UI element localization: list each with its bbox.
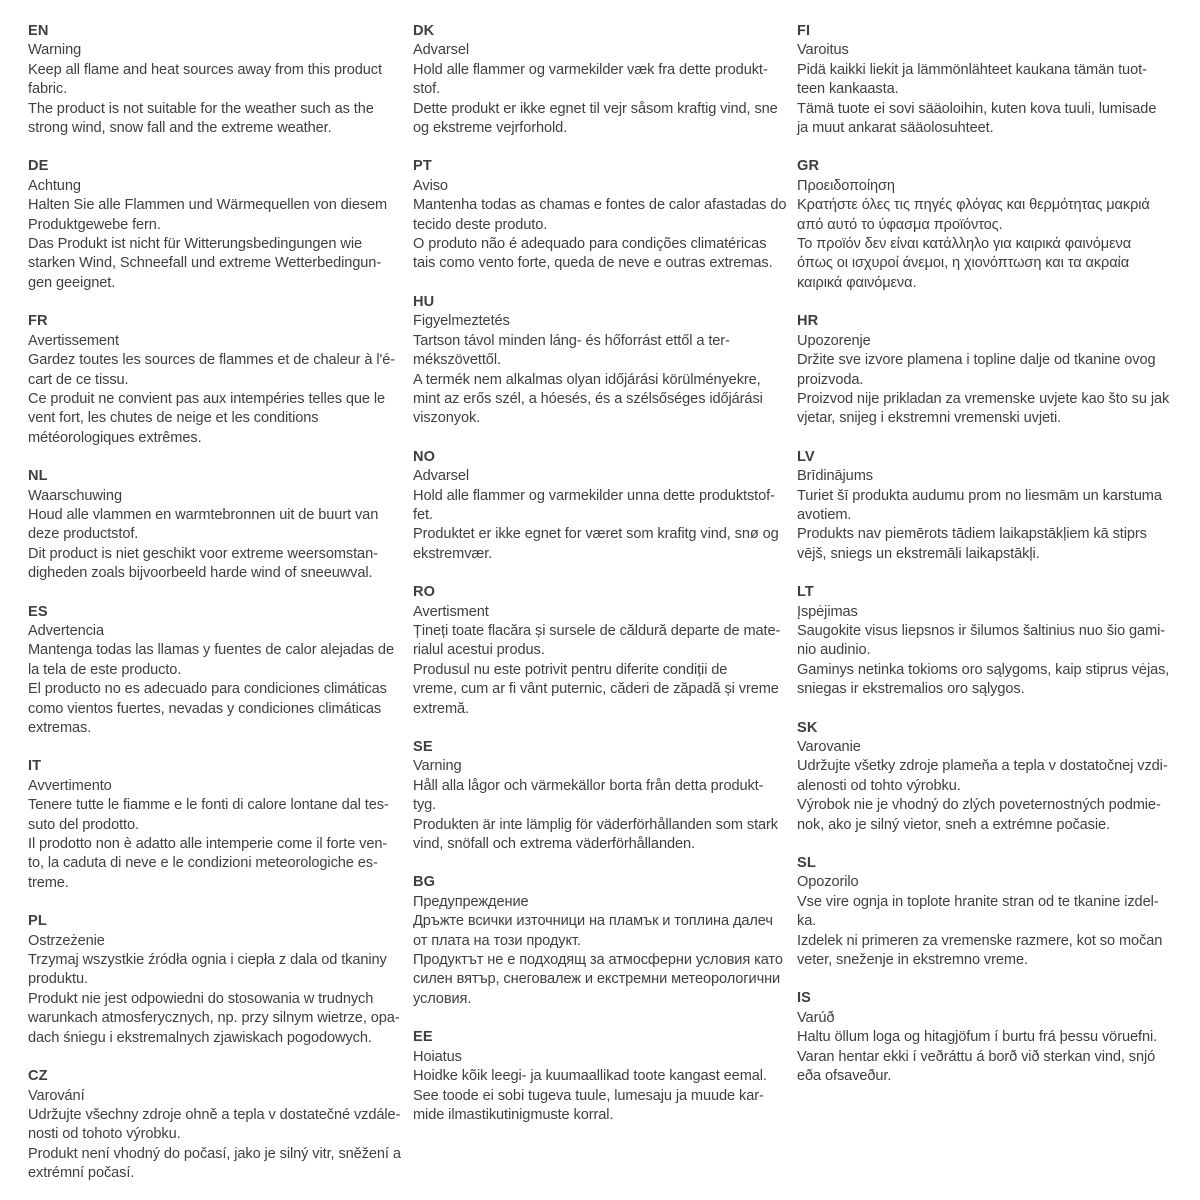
body-line: tais como vento forte, queda de neve e outras extremas.: [413, 255, 773, 272]
language-section-sk: [797, 719, 1175, 835]
language-section-bg: [413, 873, 791, 1009]
language-section-lt: [797, 583, 1175, 699]
language-section-de: [28, 157, 406, 293]
language-code: LV: [797, 448, 815, 465]
warning-title: Varování: [28, 1087, 85, 1104]
warning-title: Varning: [413, 758, 462, 775]
body-line: Håll alla lågor och värmekällor borta från detta produkt-: [413, 777, 764, 794]
body-line: teen kankaasta.: [797, 81, 899, 98]
body-line: Produktet er ikke egnet for været som krafitg vind, snø og: [413, 526, 779, 543]
body-line: ekstremvær.: [413, 545, 493, 562]
body-line: Produktgewebe fern.: [28, 216, 161, 233]
warning-title: Avvertimento: [28, 777, 112, 794]
language-section-dk: [413, 22, 791, 138]
warning-title: Предупреждение: [413, 893, 529, 910]
language-code: FI: [797, 23, 811, 39]
body-line: Dit product is niet geschikt voor extreme weersomstan-: [28, 545, 378, 562]
language-code: IT: [28, 758, 42, 775]
body-line: produktu.: [28, 971, 88, 988]
language-section-ro: [413, 583, 791, 719]
body-line: Udržujte všetky zdroje plameňa a tepla v dostatočnej vzdi-: [797, 758, 1168, 775]
body-line: vind, snöfall och extrema väderförhållanden.: [413, 836, 695, 853]
language-section-fr: [28, 312, 406, 448]
body-line: rialul acestui produs.: [413, 642, 545, 659]
body-line: Hold alle flammer og varmekilder unna dette produktstof-: [413, 487, 775, 504]
body-line: to, la caduta di neve e le condizioni meteorologiche es-: [28, 855, 378, 872]
language-section-is: [797, 989, 1175, 1086]
language-section-hr: [797, 312, 1175, 428]
language-code: NL: [28, 468, 48, 485]
language-code: DE: [28, 158, 49, 175]
body-line: como vientos fuertes, nevadas y condiciones climáticas: [28, 700, 382, 717]
body-line: See toode ei sobi tugeva tuule, lumesaju ja muude kar-: [413, 1087, 764, 1104]
body-line: Halten Sie alle Flammen und Wärmequellen von diesem: [28, 197, 388, 214]
language-code: NO: [413, 448, 436, 465]
body-line: mide ilmastikutinigmuste korral.: [413, 1106, 614, 1123]
body-line: proizvoda.: [797, 371, 864, 388]
body-line: stof.: [413, 81, 441, 98]
language-code: EE: [413, 1029, 433, 1046]
body-line: Tenere tutte le fiamme e le fonti di calore lontane dal tes-: [28, 797, 389, 814]
body-line: strong wind, snow fall and the extreme weather.: [28, 120, 332, 137]
body-line: mékszövettől.: [413, 352, 501, 369]
language-code: PT: [413, 158, 432, 175]
body-line: Produkten är inte lämplig för väderförhållanden som stark: [413, 816, 779, 833]
body-line: Výrobok nie je vhodný do zlých poveternostných podmie-: [797, 797, 1161, 814]
body-line: vējš, sniegs un ekstremāli laikapstākļi.: [797, 545, 1040, 562]
body-line: tecido deste produto.: [413, 216, 548, 233]
body-line: Țineți toate flacăra și sursele de căldură departe de mate-: [413, 622, 781, 639]
body-line: Udržujte všechny zdroje ohně a tepla v dostatečné vzdále-: [28, 1106, 401, 1123]
language-code: ES: [28, 603, 48, 620]
language-code: CZ: [28, 1068, 48, 1085]
body-line: Houd alle vlammen en warmtebronnen uit de buurt van: [28, 506, 379, 523]
language-section-gr: [797, 157, 1175, 293]
body-line: El producto no es adecuado para condiciones climáticas: [28, 681, 387, 698]
body-line: Produkt není vhodný do počasí, jako je silný vitr, sněžení a: [28, 1145, 401, 1162]
language-code: FR: [28, 313, 48, 330]
body-line: vent fort, les chutes de neige et les conditions: [28, 410, 319, 427]
warning-title: Įspėjimas: [797, 603, 858, 620]
language-code: GR: [797, 158, 820, 175]
body-line: la tela de este producto.: [28, 661, 182, 678]
column-3: [797, 22, 1175, 1106]
language-section-ee: [413, 1028, 791, 1125]
language-code: BG: [413, 874, 436, 891]
column-2: [413, 22, 791, 1144]
body-line: gen geeignet.: [28, 274, 116, 291]
body-line: условия.: [413, 990, 472, 1007]
warning-title: Ostrzeżenie: [28, 932, 105, 949]
body-line: Haltu öllum loga og hitagjöfum í burtu frá þessu vöruefni.: [797, 1029, 1158, 1046]
body-line: Saugokite visus liepsnos ir šilumos šaltinius nuo šio gami-: [797, 622, 1166, 639]
body-line: vreme, cum ar fi vânt puternic, căderi de zăpadă și vreme: [413, 681, 779, 698]
body-line: fabric.: [28, 81, 68, 98]
body-line: Trzymaj wszystkie źródła ognia i ciepła z dala od tkaniny: [28, 952, 387, 969]
body-line: avotiem.: [797, 506, 852, 523]
warning-title: Warning: [28, 42, 82, 59]
body-line: viszonyok.: [413, 410, 481, 427]
warning-title: Προειδοποίηση: [797, 177, 895, 194]
body-line: Gardez toutes les sources de flammes et de chaleur à l'é-: [28, 352, 395, 369]
warning-title: Advertencia: [28, 622, 104, 639]
language-code: DK: [413, 23, 435, 39]
language-code: SL: [797, 855, 816, 872]
body-line: Tartson távol minden láng- és hőforrást ettől a ter-: [413, 332, 730, 349]
language-code: LT: [797, 584, 814, 601]
body-line: nosti od tohoto výrobku.: [28, 1126, 181, 1143]
body-line: Varan hentar ekki í veðráttu á borð við sterkan vind, snjó: [797, 1048, 1156, 1065]
warning-title: Brīdinājums: [797, 468, 873, 485]
language-section-en: [28, 22, 406, 138]
language-section-se: [413, 738, 791, 854]
body-line: warunkach atmosferycznych, np. przy silnym wietrze, opa-: [28, 1010, 400, 1027]
body-line: Ce produit ne convient pas aux intempéries telles que le: [28, 390, 386, 407]
body-line: eða ofsaveður.: [797, 1068, 892, 1085]
warning-title: Opozorilo: [797, 874, 859, 891]
body-line: O produto não é adequado para condições climatéricas: [413, 236, 767, 253]
language-code: SE: [413, 739, 433, 755]
language-code: HR: [797, 313, 819, 330]
warning-title: Hoiatus: [413, 1048, 462, 1065]
warning-title: Figyelmeztetés: [413, 313, 510, 330]
body-line: από αυτό το ύφασμα προϊόντος.: [797, 216, 1003, 233]
body-line: Das Produkt ist nicht für Witterungsbedingungen wie: [28, 236, 362, 253]
body-line: Izdelek ni primeren za vremenske razmere, kot so močan: [797, 932, 1163, 949]
language-code: SK: [797, 719, 818, 736]
warning-title: Achtung: [28, 177, 81, 194]
body-line: extremas.: [28, 720, 92, 736]
body-line: Κρατήστε όλες τις πηγές φλόγας και θερμότητας μακριά: [797, 197, 1150, 214]
body-line: Hoidke kõik leegi- ja kuumaallikad toote kangast eemal.: [413, 1068, 767, 1085]
body-line: fet.: [413, 506, 433, 523]
body-line: deze productstof.: [28, 526, 139, 543]
body-line: vjetar, snijeg i ekstremni vremenski uvjeti.: [797, 410, 1062, 427]
language-section-lv: [797, 448, 1175, 564]
warning-title: Varoitus: [797, 42, 849, 59]
warning-title: Avertissement: [28, 332, 119, 349]
body-line: nio audinio.: [797, 642, 871, 659]
column-1: [28, 22, 406, 1200]
language-section-hu: [413, 293, 791, 429]
warning-title: Avertisment: [413, 603, 489, 620]
body-line: όπως οι ισχυροί άνεμοι, η χιονόπτωση και τα ακραία: [797, 255, 1130, 272]
body-line: météorologiques extrêmes.: [28, 429, 202, 446]
language-section-it: [28, 757, 406, 893]
body-line: starken Wind, Schneefall und extreme Wetterbedingun-: [28, 255, 382, 272]
body-line: Gaminys netinka tokioms oro sąlygoms, kaip stiprus vėjas,: [797, 661, 1170, 678]
body-line: Držite sve izvore plamena i topline dalje od tkanine ovog: [797, 352, 1156, 369]
body-line: alenosti od tohto výrobku.: [797, 777, 961, 794]
warning-title: Varúð: [797, 1009, 835, 1026]
body-line: ka.: [797, 913, 817, 930]
body-line: Turiet šī produkta audumu prom no liesmām un karstuma: [797, 487, 1162, 504]
language-section-fi: [797, 22, 1175, 138]
body-line: Pidä kaikki liekit ja lämmönlähteet kaukana tämän tuot-: [797, 61, 1147, 78]
body-line: Mantenga todas las llamas y fuentes de calor alejadas de: [28, 642, 394, 659]
warning-title: Advarsel: [413, 468, 469, 485]
body-line: extrémní počasí.: [28, 1165, 135, 1182]
language-code: RO: [413, 584, 436, 601]
language-code: HU: [413, 293, 435, 310]
body-line: Дръжте всички източници на пламък и топлина далеч: [413, 913, 773, 930]
body-line: digheden zoals bijvoorbeeld harde wind of sneeuwval.: [28, 565, 373, 582]
language-section-nl: [28, 467, 406, 583]
body-line: sniegas ir ekstremalios oro sąlygos.: [797, 681, 1025, 698]
body-line: силен вятър, снеговалеж и екстремни метеорологични: [413, 971, 781, 988]
body-line: og ekstreme vejrforhold.: [413, 120, 568, 137]
body-line: Продуктът не е подходящ за атмосферни условия като: [413, 952, 783, 969]
body-line: Το προϊόν δεν είναι κατάλληλο για καιρικά φαινόμενα: [797, 236, 1132, 253]
body-line: A termék nem alkalmas olyan időjárási körülményekre,: [413, 371, 761, 388]
body-line: Il prodotto non è adatto alle intemperie come il forte ven-: [28, 836, 388, 853]
warning-title: Varovanie: [797, 739, 861, 755]
language-section-pt: [413, 157, 791, 273]
body-line: Mantenha todas as chamas e fontes de calor afastadas do: [413, 197, 787, 214]
body-line: extremă.: [413, 700, 469, 717]
body-line: cart de ce tissu.: [28, 371, 129, 388]
body-line: mint az erős szél, a hóesés, és a szélsőséges időjárási: [413, 390, 763, 407]
language-section-no: [413, 448, 791, 564]
language-code: IS: [797, 990, 811, 1007]
body-line: Dette produkt er ikke egnet til vejr såsom kraftig vind, sne: [413, 100, 778, 117]
body-line: Produkts nav piemērots tādiem laikapstākļiem kā stiprs: [797, 526, 1147, 543]
language-section-es: [28, 603, 406, 739]
language-section-cz: [28, 1067, 406, 1183]
body-line: Tämä tuote ei sovi sääoloihin, kuten kova tuuli, lumisade: [797, 100, 1157, 117]
language-code: PL: [28, 913, 47, 930]
language-section-sl: [797, 854, 1175, 970]
body-line: tyg.: [413, 797, 437, 814]
body-line: καιρικά φαινόμενα.: [797, 274, 917, 291]
body-line: suto del prodotto.: [28, 816, 139, 833]
body-line: Produsul nu este potrivit pentru diferite condiții de: [413, 661, 728, 678]
warning-title: Advarsel: [413, 42, 469, 59]
body-line: от плата на този продукт.: [413, 932, 581, 949]
body-line: veter, sneženje in ekstremno vreme.: [797, 952, 1028, 969]
body-line: Produkt nie jest odpowiedni do stosowania w trudnych: [28, 990, 374, 1007]
warning-title: Waarschuwing: [28, 487, 122, 504]
body-line: nok, ako je silný vietor, sneh a extrémne počasie.: [797, 816, 1110, 833]
warning-title: Aviso: [413, 177, 448, 194]
body-line: The product is not suitable for the weather such as the: [28, 100, 374, 117]
language-code: EN: [28, 23, 49, 39]
warning-title: Upozorenje: [797, 332, 871, 349]
body-line: dach śniegu i ekstremalnych zjawiskach pogodowych.: [28, 1029, 372, 1046]
language-section-pl: [28, 912, 406, 1048]
body-line: Vse vire ognja in toplote hranite stran od te tkanine izdel-: [797, 893, 1159, 910]
body-line: Hold alle flammer og varmekilder væk fra dette produkt-: [413, 61, 768, 78]
body-line: treme.: [28, 874, 69, 891]
body-line: ja muut ankarat sääolosuhteet.: [797, 120, 994, 137]
body-line: Keep all flame and heat sources away from this product: [28, 61, 382, 78]
body-line: Proizvod nije prikladan za vremenske uvjete kao što su jak: [797, 390, 1170, 407]
